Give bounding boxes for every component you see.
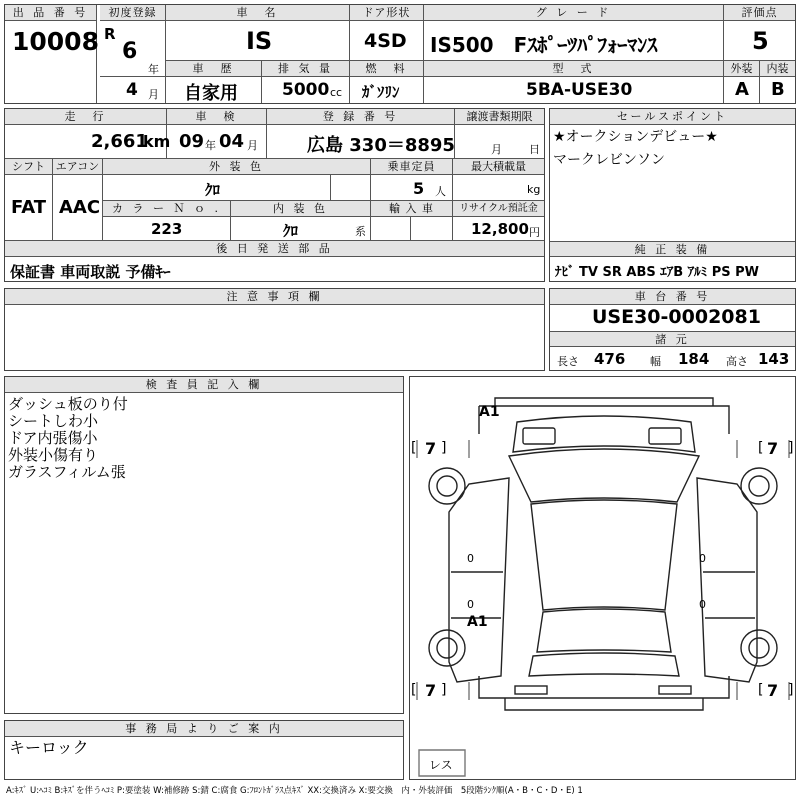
height-label: 高さ [726,355,748,368]
load-unit: kg [527,183,541,196]
load-cell [453,175,544,201]
first-reg-header: 初度登録 [100,5,166,21]
history-header: 車 歴 [166,61,262,77]
ext-grade-header: 外装 [724,61,760,77]
inspector-line: ドア内張傷小 [8,429,98,447]
displacement-value: 5000 [282,80,330,100]
inspection-year-unit: 年 [205,139,216,152]
interior-color-cell [231,217,371,241]
bracket-glyph: [ [411,682,417,698]
length-value: 476 [594,350,626,368]
chassis-number: USE30-0002081 [592,306,761,328]
color-cell [103,175,331,201]
damage-mark-front: A1 [479,404,500,420]
lot-blank-cell [5,61,97,103]
equipment-header: 純 正 装 備 [550,241,795,257]
inspector-line: 外装小傷有り [8,446,99,464]
height-value: 143 [758,350,790,368]
tire-rear-right-inner [749,638,769,658]
left-side-outline [449,478,509,682]
first-reg-year-cell [100,21,166,77]
notes-header: 注 意 事 項 欄 [5,289,544,305]
tire-rear-left [429,630,465,666]
legend-text: A:ｷｽﾞ U:ﾍｺﾐ B:ｷｽﾞを伴うﾍｺﾐ P:要塗装 W:補修跡 S:錆 C:腐食 G:ﾌﾛﾝﾄｶﾞﾗｽ点ｷｽﾞ XX:交換済み X:要交換 内・外装評価 5段階ﾗﾝｸ順(A・B・C・D・E) 1 [6,786,583,796]
aircon-value: AAC [59,197,101,218]
lot-number-cell [5,21,97,61]
sales-point-header: セールスポイント [550,109,795,125]
tire-depth-fr: 7 [767,439,779,458]
shift-value: FAT [11,197,47,218]
zero-mark: 0 [699,552,706,565]
zero-mark: 0 [699,598,706,611]
month-unit: 月 [148,88,159,101]
tire-front-left [429,468,465,504]
grade-cell [424,21,724,61]
lot-number-header: 出 品 番 号 [5,5,97,21]
later-parts-header: 後 日 発 送 部 品 [5,241,544,257]
mileage-cell [5,125,171,159]
score-value: 5 [752,27,769,55]
type-header: 型 式 [424,61,724,77]
recycle-unit: 円 [529,226,540,239]
spec-header: 諸 元 [550,331,795,347]
int-grade-cell [760,77,795,103]
car-diagram [409,376,796,780]
transfer-header: 譲渡書類期限 [455,109,544,125]
model-name: IS [246,27,273,55]
zero-mark: 0 [467,598,474,611]
transfer-month: 月 [491,143,502,156]
load-header: 最大積載量 [453,159,544,175]
spare-tire-label: レス [429,758,453,772]
door-cell [350,21,424,61]
right-door-line [703,572,755,618]
later-parts-value: 保証書 車両取説 予備ｷｰ [10,263,171,281]
first-reg-year: 6 [122,39,138,64]
import-cell [371,217,411,241]
color-extra-cell [331,175,371,201]
sales-point-line: ★オークションデビュー★ [553,129,718,145]
fuel-value: ｶﾞｿﾘﾝ [362,83,400,101]
transfer-day: 日 [529,143,540,156]
color-value: ｸﾛ [205,181,221,199]
grade-header: グ レ ー ド [424,5,724,21]
color-no-value: 223 [151,220,183,238]
era-mark: R [104,25,116,43]
mileage-value: 2,661 [91,131,148,152]
tire-front-right [741,468,777,504]
tire-depth-rr: 7 [767,681,779,700]
model-cell [166,21,350,61]
fuel-cell [350,77,424,103]
tire-depth-fl: 7 [425,439,437,458]
recycle-value: 12,800 [471,220,529,238]
bracket-glyph: ] [788,440,794,456]
capacity-cell [371,175,453,201]
sales-point-line: マークレビンソン [553,152,665,168]
shift-cell [5,175,53,241]
trunk-outline [529,653,679,676]
displacement-header: 排 気 量 [262,61,350,77]
tire-front-right-inner [749,476,769,496]
aircon-cell [53,175,103,241]
registration-cell [267,125,455,159]
right-side-outline [697,478,757,682]
color-header: 外 装 色 [103,159,371,175]
history-value: 自家用 [184,83,238,104]
type-cell [424,77,724,103]
inspection-cell [167,125,267,159]
first-reg-month-cell [100,77,166,103]
bracket-glyph: [ [758,682,764,698]
tire-rear-right [741,630,777,666]
import-header: 輸 入 車 [371,201,453,217]
interior-color-header: 内 装 色 [231,201,371,217]
displacement-unit: cc [330,86,343,99]
office-text: キーロック [9,738,89,757]
inspection-month: 04 [219,131,245,152]
bracket-glyph: ] [788,682,794,698]
inspector-line: ガラスフィルム張 [8,463,126,481]
history-cell [166,77,262,103]
left-door-line [451,572,503,618]
aircon-header: エアコン [53,159,103,175]
capacity-header: 乗車定員 [371,159,453,175]
zero-mark: 0 [467,552,474,565]
recycle-header: リサイクル預託金 [453,201,544,217]
tire-depth-rl: 7 [425,681,437,700]
registration-header: 登 録 番 号 [267,109,455,125]
color-no-cell [103,217,231,241]
mileage-unit: km [143,132,171,151]
hood-outline [513,416,695,452]
score-cell [724,21,795,61]
capacity-value: 5 [413,179,425,198]
windshield-outline [509,449,699,502]
taillight-left [515,686,547,694]
ext-grade-cell [724,77,760,103]
registration-number: 広島 330＝8895 [307,135,455,156]
displacement-cell [262,77,350,103]
fuel-header: 燃 料 [350,61,424,77]
tire-rear-left-inner [437,638,457,658]
interior-color-value: ｸﾛ [283,222,299,240]
inspector-header: 検 査 員 記 入 欄 [5,377,403,393]
year-unit: 年 [148,63,159,76]
headlight-left [523,428,555,444]
grade-value: IS500 Fｽﾎﾟｰﾂﾊﾟﾌｫｰﾏﾝｽ [430,33,658,57]
interior-color-unit: 系 [355,225,366,238]
tire-front-left-inner [437,476,457,496]
import-cell-2 [411,217,453,241]
equipment-value: ﾅﾋﾞ TV SR ABS ｴｱB ｱﾙﾐ PS PW [555,265,759,280]
lot-number: 10008 [12,27,99,56]
damage-mark-side: A1 [467,614,488,630]
ext-grade-value: A [735,79,749,100]
first-reg-month: 4 [126,80,138,100]
width-value: 184 [678,350,710,368]
chassis-header: 車 台 番 号 [550,289,795,305]
width-label: 幅 [650,355,661,368]
int-grade-header: 内装 [760,61,795,77]
inspection-year: 09 [179,131,205,152]
transfer-cell [455,125,544,159]
inspection-month-unit: 月 [247,139,258,152]
inspection-header: 車 検 [167,109,267,125]
roof-outline [531,500,677,610]
score-header: 評価点 [724,5,795,21]
length-label: 長さ [557,355,579,368]
office-header: 事 務 局 よ り ご 案 内 [5,721,403,737]
bracket-glyph: ] [441,440,447,456]
taillight-right [659,686,691,694]
headlight-right [649,428,681,444]
bracket-glyph: [ [758,440,764,456]
door-header: ドア形状 [350,5,424,21]
inspector-line: ダッシュ板のり付 [8,395,128,413]
door-value: 4SD [364,30,407,52]
recycle-cell [453,217,544,241]
bracket-glyph: ] [441,682,447,698]
shift-header: シフト [5,159,53,175]
bracket-glyph: [ [411,440,417,456]
int-grade-value: B [771,79,785,100]
mileage-header: 走 行 [5,109,167,125]
inspector-line: シートしわ小 [8,412,99,430]
capacity-unit: 人 [435,185,446,198]
color-no-header: カ ラ ー Ｎ ｏ . [103,201,231,217]
rear-window-outline [537,609,671,652]
type-code: 5BA-USE30 [526,80,633,100]
model-header: 車 名 [166,5,350,21]
